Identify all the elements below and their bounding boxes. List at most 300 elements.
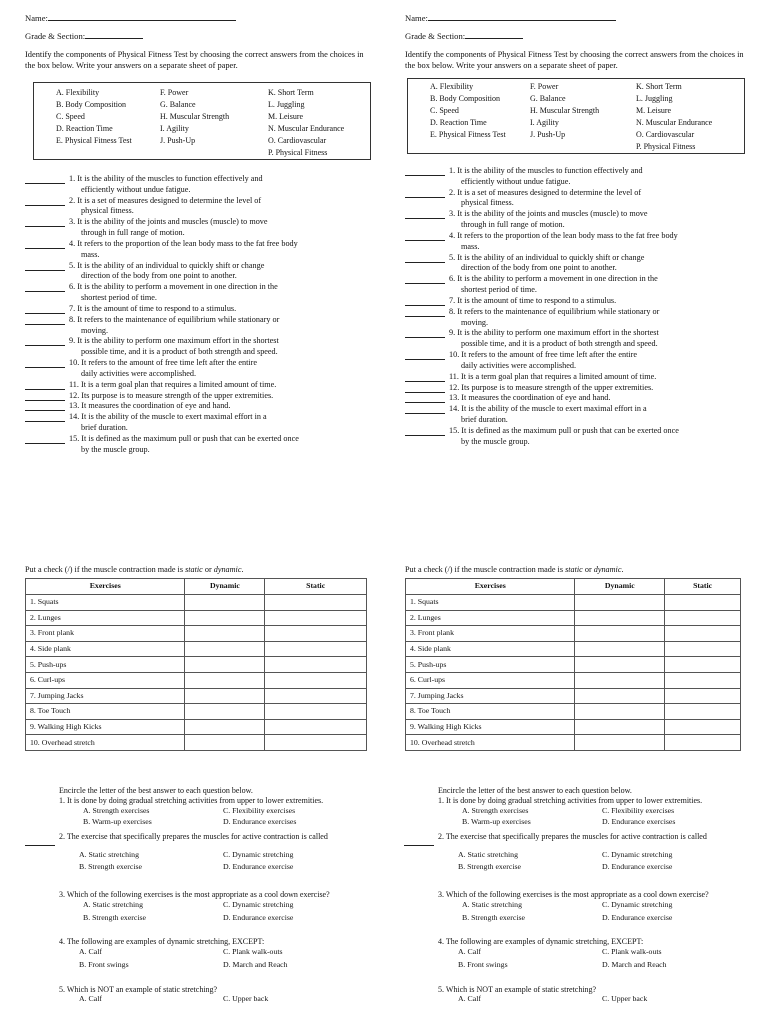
choice: N. Muscular Endurance — [636, 118, 713, 127]
question-4 — [438, 937, 768, 985]
exercise-name: 1. Squats — [406, 595, 575, 611]
static-cell[interactable] — [665, 704, 741, 720]
exercise-table — [405, 578, 741, 751]
answer-blank[interactable] — [25, 270, 65, 271]
static-cell[interactable] — [265, 704, 367, 720]
choice: K. Short Term — [268, 88, 314, 97]
instructions: Identify the components of Physical Fitness Test by choosing the correct answers from the choices in the box below. Write your answers on a separate sheet of paper. — [405, 50, 744, 70]
option-b[interactable]: B. Front swings — [458, 960, 508, 970]
item-14 — [405, 404, 750, 426]
table-row — [406, 719, 741, 735]
choice: F. Power — [530, 82, 559, 91]
option-a[interactable]: A. Static stretching — [79, 850, 139, 860]
item-10 — [25, 358, 370, 380]
table-row — [406, 641, 741, 657]
item-12 — [25, 391, 370, 402]
item-11 — [405, 372, 750, 383]
question-4 — [59, 937, 399, 985]
item-6 — [405, 274, 750, 296]
item-13 — [25, 401, 370, 412]
item-15 — [25, 434, 370, 456]
instructions: Identify the components of Physical Fitness Test by choosing the correct answers from the choices in the box below. Write your answers on a separate sheet of paper. — [25, 50, 364, 70]
answer-blank[interactable] — [25, 443, 65, 444]
choice: B. Body Composition — [430, 94, 501, 103]
item-text-cont: efficiently without undue fatigue. — [81, 184, 191, 194]
choice: C. Speed — [56, 112, 85, 121]
choice: O. Cardiovascular — [636, 130, 695, 139]
item-1 — [405, 166, 750, 188]
choice: H. Muscular Strength — [530, 106, 600, 115]
answer-blank[interactable] — [25, 367, 65, 368]
item-text: 5. It is the ability of an individual to quickly shift or change — [69, 260, 265, 270]
exercise-name: 8. Toe Touch — [26, 704, 185, 720]
option-b[interactable]: B. Strength exercise — [458, 862, 522, 872]
option-b[interactable]: B. Warm-up exercises — [462, 817, 531, 827]
table-row — [406, 688, 741, 704]
item-10 — [405, 350, 750, 372]
dynamic-word: dynamic — [593, 565, 622, 574]
option-c[interactable]: C. Dynamic stretching — [223, 850, 294, 860]
grade-blank[interactable] — [85, 30, 143, 39]
item-text-cont: shortest period of time. — [461, 285, 537, 295]
option-a[interactable]: A. Static stretching — [462, 900, 522, 910]
dynamic-cell[interactable] — [185, 610, 265, 626]
option-d[interactable]: D. Endurance exercise — [223, 862, 294, 872]
option-a[interactable]: A. Calf — [79, 994, 102, 1004]
item-text: 7. It is the amount of time to respond to a stimulus. — [449, 295, 617, 305]
col-static: Static — [665, 579, 741, 595]
option-c[interactable]: C. Flexibility exercises — [223, 806, 296, 816]
choice: O. Cardiovascular — [268, 136, 327, 145]
item-text: 2. It is a set of measures designed to determine the level of — [69, 195, 262, 205]
table-row — [26, 626, 367, 642]
name-label: Name: — [25, 13, 48, 23]
table-row — [26, 735, 367, 751]
static-word: static — [185, 565, 203, 574]
item-text-cont: brief duration. — [461, 415, 508, 425]
item-text: 11. It is a term goal plan that requires a limited amount of time. — [69, 379, 277, 389]
item-4 — [405, 231, 750, 253]
static-cell[interactable] — [265, 672, 367, 688]
static-cell[interactable] — [265, 626, 367, 642]
item-text: 15. It is defined as the maximum pull or push that can be exerted once — [69, 433, 299, 443]
answer-blank[interactable] — [405, 359, 445, 360]
exercise-name: 8. Toe Touch — [406, 704, 575, 720]
question-text: 2. The exercise that specifically prepares the muscles for active contraction is called — [438, 832, 707, 842]
exercise-name: 7. Jumping Jacks — [406, 688, 575, 704]
question-text: 3. Which of the following exercises is the most appropriate as a cool down exercise? — [438, 890, 709, 900]
answer-blank[interactable] — [25, 345, 65, 346]
name-blank[interactable] — [428, 12, 616, 21]
dynamic-cell[interactable] — [575, 657, 665, 673]
exercise-name: 4. Side plank — [406, 641, 575, 657]
item-text-cont: by the muscle group. — [81, 444, 150, 454]
table-row — [406, 735, 741, 751]
answer-blank[interactable] — [405, 435, 445, 436]
item-text: 4. It refers to the proportion of the lean body mass to the fat free body — [449, 230, 678, 240]
option-c[interactable]: C. Flexibility exercises — [602, 806, 675, 816]
choice: K. Short Term — [636, 82, 682, 91]
item-3 — [405, 209, 750, 231]
item-text: 14. It is the ability of the muscle to exert maximal effort in a — [449, 404, 647, 414]
question-5 — [59, 985, 399, 1007]
answer-blank[interactable] — [405, 175, 445, 176]
identification-items — [25, 174, 370, 456]
exercise-name: 1. Squats — [26, 595, 185, 611]
choice: L. Juggling — [268, 100, 305, 109]
item-text-cont: shortest period of time. — [81, 293, 157, 303]
table-row — [26, 657, 367, 673]
choice: C. Speed — [430, 106, 459, 115]
name-blank[interactable] — [48, 12, 236, 21]
item-text: 1. It is the ability of the muscles to function effectively and — [69, 174, 263, 183]
exercise-name: 2. Lunges — [26, 610, 185, 626]
item-text: 1. It is the ability of the muscles to function effectively and — [449, 166, 643, 175]
dynamic-cell[interactable] — [185, 704, 265, 720]
option-a[interactable]: A. Strength exercises — [83, 806, 150, 816]
col-static: Static — [265, 579, 367, 595]
item-8 — [405, 307, 750, 329]
item-3 — [25, 217, 370, 239]
question-1 — [59, 796, 399, 832]
item-6 — [25, 282, 370, 304]
item-text: 6. It is the ability to perform a movement in one direction in the — [449, 274, 658, 284]
item-text-cont: direction of the body from one point to another. — [81, 271, 237, 281]
item-text: 9. It is the ability to perform one maximum effort in the shortest — [69, 336, 279, 346]
answer-blank[interactable] — [405, 197, 445, 198]
option-d[interactable]: D. Endurance exercises — [223, 817, 297, 827]
item-text-cont: physical fitness. — [81, 206, 134, 216]
dynamic-cell[interactable] — [185, 657, 265, 673]
dynamic-cell[interactable] — [575, 688, 665, 704]
choice: E. Physical Fitness Test — [430, 130, 506, 139]
name-line — [405, 12, 616, 24]
choice: A. Flexibility — [56, 88, 100, 97]
or-word: or — [202, 565, 214, 574]
static-cell[interactable] — [265, 595, 367, 611]
choices-box — [407, 78, 745, 154]
item-12 — [405, 383, 750, 394]
table-row — [26, 688, 367, 704]
dynamic-cell[interactable] — [575, 735, 665, 751]
option-d[interactable]: D. March and Reach — [223, 960, 288, 970]
item-9 — [405, 328, 750, 350]
question-5 — [438, 985, 768, 1007]
item-text: 13. It measures the coordination of eye and hand. — [69, 401, 231, 411]
option-a[interactable]: A. Strength exercises — [462, 806, 529, 816]
multiple-choice — [438, 786, 768, 1007]
item-text: 8. It refers to the maintenance of equilibrium while stationary or — [69, 314, 280, 324]
item-text-cont: possible time, and it is a product of both strength and speed. — [81, 347, 278, 357]
identification-items — [405, 166, 750, 448]
answer-blank[interactable] — [405, 262, 445, 263]
question-text: 2. The exercise that specifically prepares the muscles for active contraction is called — [59, 832, 328, 842]
item-text: 10. It refers to the amount of free time left after the entire — [449, 350, 638, 360]
static-cell[interactable] — [665, 672, 741, 688]
exercise-name: 9. Walking High Kicks — [406, 719, 575, 735]
static-cell[interactable] — [265, 641, 367, 657]
static-cell[interactable] — [265, 688, 367, 704]
question-text: 1. It is done by doing gradual stretching activities from upper to lower extremities. — [59, 796, 324, 806]
option-c[interactable]: C. Upper back — [602, 994, 648, 1004]
section2-instruction — [405, 565, 624, 576]
option-d[interactable]: D. Endurance exercise — [602, 913, 673, 923]
question-text: 5. Which is NOT an example of static stretching? — [438, 985, 597, 995]
option-a[interactable]: A. Static stretching — [458, 850, 518, 860]
question-text: 3. Which of the following exercises is the most appropriate as a cool down exercise? — [59, 890, 330, 900]
answer-blank[interactable] — [25, 183, 65, 184]
answer-blank[interactable] — [25, 421, 65, 422]
table-row — [26, 641, 367, 657]
static-cell[interactable] — [665, 626, 741, 642]
answer-blank[interactable] — [405, 283, 445, 284]
or-word: or — [582, 565, 594, 574]
section2-text: Put a check (/) if the muscle contraction made is — [405, 565, 566, 574]
item-text-cont: through in full range of motion. — [461, 220, 565, 230]
answer-blank[interactable] — [25, 248, 65, 249]
exercise-name: 3. Front plank — [406, 626, 575, 642]
answer-blank[interactable] — [25, 324, 65, 325]
static-cell[interactable] — [665, 735, 741, 751]
table-row — [406, 610, 741, 626]
choices-box — [33, 82, 371, 160]
grade-label: Grade & Section: — [405, 31, 466, 41]
dynamic-cell[interactable] — [575, 719, 665, 735]
item-text: 4. It refers to the proportion of the lean body mass to the fat free body — [69, 238, 298, 248]
grade-label: Grade & Section: — [25, 31, 86, 41]
option-b[interactable]: B. Front swings — [79, 960, 129, 970]
choice: M. Leisure — [636, 106, 672, 115]
static-cell[interactable] — [265, 719, 367, 735]
item-text: 5. It is the ability of an individual to quickly shift or change — [449, 252, 645, 262]
answer-blank[interactable] — [405, 316, 445, 317]
exercise-name: 3. Front plank — [26, 626, 185, 642]
choice: I. Agility — [530, 118, 559, 127]
choice: G. Balance — [530, 94, 566, 103]
answer-blank[interactable] — [405, 413, 445, 414]
choice: L. Juggling — [636, 94, 673, 103]
choice: H. Muscular Strength — [160, 112, 230, 121]
choice: N. Muscular Endurance — [268, 124, 345, 133]
option-c[interactable]: C. Dynamic stretching — [223, 900, 294, 910]
question-text: 4. The following are examples of dynamic stretching, EXCEPT: — [59, 937, 265, 947]
option-a[interactable]: A. Calf — [458, 947, 481, 957]
worksheet-right — [405, 0, 765, 1024]
name-line — [25, 12, 236, 24]
grade-line — [25, 30, 143, 42]
static-cell[interactable] — [265, 657, 367, 673]
item-text: 12. Its purpose is to measure strength of the upper extremities. — [69, 390, 274, 400]
table-row — [406, 704, 741, 720]
table-row — [406, 657, 741, 673]
table-row — [406, 595, 741, 611]
item-text-cont: brief duration. — [81, 423, 128, 433]
question-2 — [438, 832, 768, 890]
option-d[interactable]: D. March and Reach — [602, 960, 667, 970]
dynamic-cell[interactable] — [185, 719, 265, 735]
exercise-name: 5. Push-ups — [406, 657, 575, 673]
answer-blank[interactable] — [404, 845, 434, 846]
col-dynamic: Dynamic — [185, 579, 265, 595]
dynamic-cell[interactable] — [575, 595, 665, 611]
dynamic-cell[interactable] — [185, 688, 265, 704]
item-8 — [25, 315, 370, 337]
choice: D. Reaction Time — [430, 118, 487, 127]
dynamic-cell[interactable] — [575, 672, 665, 688]
table-row — [26, 672, 367, 688]
option-a[interactable]: A. Calf — [458, 994, 481, 1004]
answer-blank[interactable] — [25, 845, 55, 846]
item-text: 2. It is a set of measures designed to determine the level of — [449, 187, 642, 197]
col-exercises: Exercises — [26, 579, 185, 595]
item-text-cont: mass. — [81, 249, 100, 259]
item-7 — [405, 296, 750, 307]
choice: M. Leisure — [268, 112, 304, 121]
worksheet-left — [25, 0, 385, 1024]
option-c[interactable]: C. Plank walk-outs — [602, 947, 662, 957]
option-d[interactable]: D. Endurance exercise — [223, 913, 294, 923]
exercise-name: 9. Walking High Kicks — [26, 719, 185, 735]
item-text-cont: through in full range of motion. — [81, 228, 185, 238]
static-cell[interactable] — [665, 719, 741, 735]
period: . — [241, 565, 244, 574]
item-5 — [25, 261, 370, 283]
choice: A. Flexibility — [430, 82, 474, 91]
dynamic-cell[interactable] — [185, 641, 265, 657]
exercise-name: 6. Curl-ups — [406, 672, 575, 688]
option-c[interactable]: C. Dynamic stretching — [602, 850, 673, 860]
choice: P. Physical Fitness — [268, 148, 328, 157]
col-exercises: Exercises — [406, 579, 575, 595]
exercise-name: 7. Jumping Jacks — [26, 688, 185, 704]
item-text-cont: physical fitness. — [461, 198, 514, 208]
mc-instruction: Encircle the letter of the best answer to each question below. — [59, 786, 253, 795]
section2-text: Put a check (/) if the muscle contraction made is — [25, 565, 186, 574]
dynamic-cell[interactable] — [575, 641, 665, 657]
choice: E. Physical Fitness Test — [56, 136, 132, 145]
item-text: 12. Its purpose is to measure strength of the upper extremities. — [449, 382, 654, 392]
dynamic-cell[interactable] — [185, 595, 265, 611]
option-d[interactable]: D. Endurance exercises — [602, 817, 676, 827]
static-cell[interactable] — [665, 610, 741, 626]
item-15 — [405, 426, 750, 448]
exercise-name: 10. Overhead stretch — [406, 735, 575, 751]
question-text: 1. It is done by doing gradual stretching activities from upper to lower extremities. — [438, 796, 703, 806]
option-c[interactable]: C. Dynamic stretching — [602, 900, 673, 910]
grade-line — [405, 30, 523, 42]
answer-blank[interactable] — [405, 218, 445, 219]
name-label: Name: — [405, 13, 428, 23]
table-row — [406, 626, 741, 642]
static-word: static — [565, 565, 583, 574]
item-text-cont: moving. — [461, 317, 489, 327]
item-text-cont: by the muscle group. — [461, 436, 530, 446]
option-b[interactable]: B. Warm-up exercises — [83, 817, 152, 827]
option-d[interactable]: D. Endurance exercise — [602, 862, 673, 872]
question-3 — [438, 890, 768, 937]
item-text: 3. It is the ability of the joints and muscles (muscle) to move — [449, 209, 648, 219]
table-row — [26, 595, 367, 611]
option-c[interactable]: C. Plank walk-outs — [223, 947, 283, 957]
dynamic-cell[interactable] — [185, 626, 265, 642]
item-14 — [25, 412, 370, 434]
table-row — [26, 704, 367, 720]
option-a[interactable]: A. Static stretching — [83, 900, 143, 910]
col-dynamic: Dynamic — [575, 579, 665, 595]
option-b[interactable]: B. Strength exercise — [79, 862, 143, 872]
static-cell[interactable] — [265, 610, 367, 626]
question-3 — [59, 890, 399, 937]
choice: D. Reaction Time — [56, 124, 113, 133]
static-cell[interactable] — [665, 657, 741, 673]
item-text: 8. It refers to the maintenance of equilibrium while stationary or — [449, 306, 660, 316]
static-cell[interactable] — [665, 688, 741, 704]
question-2 — [59, 832, 399, 890]
answer-blank[interactable] — [405, 240, 445, 241]
item-9 — [25, 336, 370, 358]
dynamic-cell[interactable] — [575, 704, 665, 720]
exercise-name: 10. Overhead stretch — [26, 735, 185, 751]
exercise-name: 4. Side plank — [26, 641, 185, 657]
item-text: 11. It is a term goal plan that requires a limited amount of time. — [449, 371, 657, 381]
dynamic-cell[interactable] — [185, 735, 265, 751]
option-b[interactable]: B. Strength exercise — [462, 913, 526, 923]
item-text-cont: daily activities were accomplished. — [461, 360, 577, 370]
answer-blank[interactable] — [25, 226, 65, 227]
static-cell[interactable] — [265, 735, 367, 751]
item-5 — [405, 253, 750, 275]
choice: P. Physical Fitness — [636, 142, 696, 151]
item-11 — [25, 380, 370, 391]
option-b[interactable]: B. Strength exercise — [83, 913, 147, 923]
grade-blank[interactable] — [465, 30, 523, 39]
answer-blank[interactable] — [25, 291, 65, 292]
item-text: 14. It is the ability of the muscle to exert maximal effort in a — [69, 412, 267, 422]
table-row — [26, 719, 367, 735]
item-text-cont: daily activities were accomplished. — [81, 368, 197, 378]
dynamic-cell[interactable] — [185, 672, 265, 688]
item-2 — [405, 188, 750, 210]
item-7 — [25, 304, 370, 315]
option-c[interactable]: C. Upper back — [223, 994, 269, 1004]
static-cell[interactable] — [665, 595, 741, 611]
choice: I. Agility — [160, 124, 189, 133]
choice: F. Power — [160, 88, 189, 97]
dynamic-cell[interactable] — [575, 626, 665, 642]
item-text-cont: possible time, and it is a product of both strength and speed. — [461, 339, 658, 349]
option-a[interactable]: A. Calf — [79, 947, 102, 957]
question-text: 4. The following are examples of dynamic stretching, EXCEPT: — [438, 937, 644, 947]
question-text: 5. Which is NOT an example of static stretching? — [59, 985, 218, 995]
table-row — [406, 672, 741, 688]
item-text: 15. It is defined as the maximum pull or push that can be exerted once — [449, 425, 679, 435]
period: . — [621, 565, 624, 574]
dynamic-cell[interactable] — [575, 610, 665, 626]
exercise-name: 5. Push-ups — [26, 657, 185, 673]
item-13 — [405, 393, 750, 404]
item-text: 7. It is the amount of time to respond to a stimulus. — [69, 303, 237, 313]
answer-blank[interactable] — [405, 337, 445, 338]
mc-instruction: Encircle the letter of the best answer to each question below. — [438, 786, 632, 795]
choice: J. Push-Up — [160, 136, 196, 145]
item-text: 3. It is the ability of the joints and muscles (muscle) to move — [69, 217, 268, 227]
item-text-cont: direction of the body from one point to another. — [461, 263, 617, 273]
choice: G. Balance — [160, 100, 196, 109]
section2-instruction — [25, 565, 244, 576]
dynamic-word: dynamic — [213, 565, 242, 574]
answer-blank[interactable] — [25, 205, 65, 206]
static-cell[interactable] — [665, 641, 741, 657]
